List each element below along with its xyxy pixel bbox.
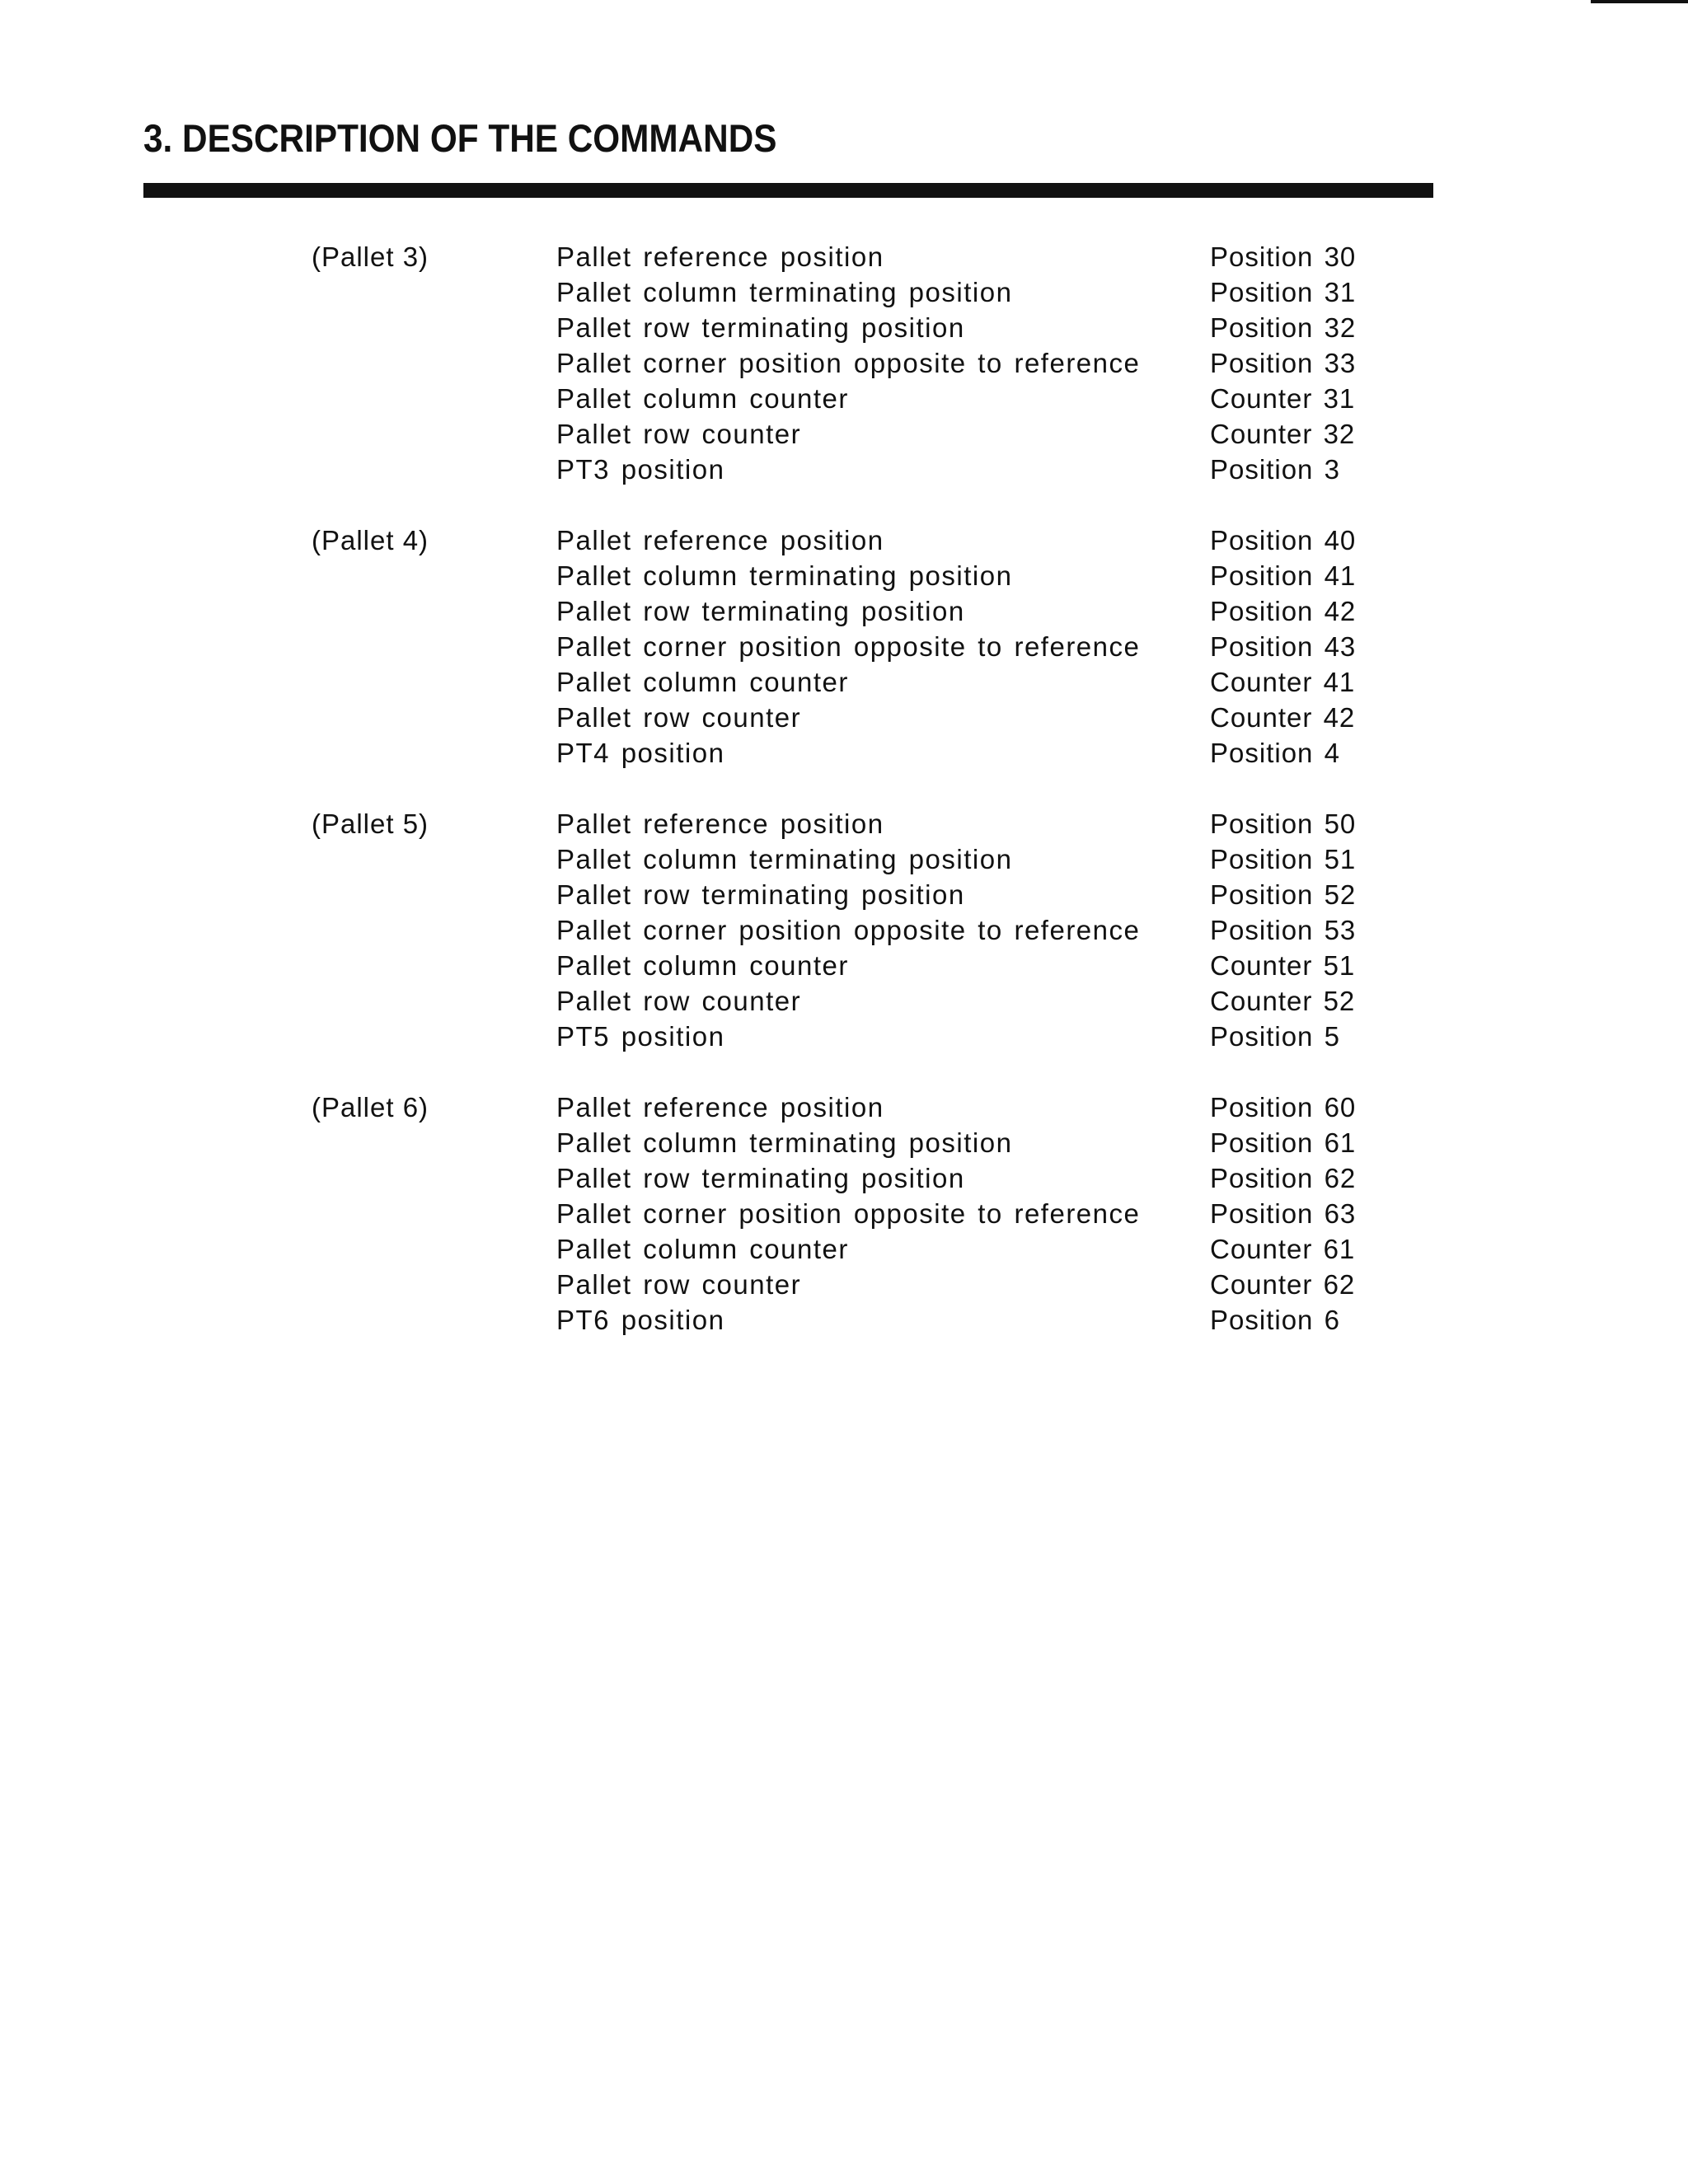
row-reference: Position 51 <box>1210 844 1357 874</box>
row-reference: Counter 41 <box>1210 667 1356 697</box>
corner-rule <box>1591 0 1688 3</box>
row-description: Pallet column terminating position <box>556 1127 1013 1158</box>
row-reference: Counter 42 <box>1210 702 1356 733</box>
row-description: Pallet column counter <box>556 667 849 697</box>
row-description: Pallet reference position <box>556 1092 884 1122</box>
definition-row <box>0 1302 1688 1338</box>
definition-row <box>0 948 1688 983</box>
row-reference: Counter 61 <box>1210 1234 1356 1264</box>
definition-row <box>0 345 1688 381</box>
pallet-group-4 <box>0 523 1688 806</box>
row-description: Pallet row counter <box>556 986 802 1016</box>
row-reference: Position 50 <box>1210 808 1357 839</box>
row-reference: Position 62 <box>1210 1163 1357 1193</box>
definition-row <box>0 1160 1688 1196</box>
definition-row <box>0 593 1688 629</box>
row-description: Pallet column counter <box>556 1234 849 1264</box>
pallet-group-3 <box>0 239 1688 523</box>
row-reference: Position 3 <box>1210 454 1340 485</box>
row-description: Pallet row counter <box>556 419 802 449</box>
row-description: PT4 position <box>556 738 725 768</box>
definition-row <box>0 416 1688 452</box>
page-title: 3. DESCRIPTION OF THE COMMANDS <box>143 116 777 160</box>
row-description: Pallet row terminating position <box>556 312 965 343</box>
row-description: Pallet row terminating position <box>556 596 965 626</box>
row-description: Pallet reference position <box>556 525 884 555</box>
definition-row <box>0 1125 1688 1160</box>
definition-row <box>0 983 1688 1019</box>
row-description: Pallet row counter <box>556 702 802 733</box>
row-reference: Position 53 <box>1210 915 1357 945</box>
row-reference: Position 31 <box>1210 277 1357 307</box>
pallet-group-6 <box>0 1090 1688 1373</box>
row-description: Pallet corner position opposite to reference <box>556 1198 1141 1229</box>
row-reference: Position 4 <box>1210 738 1340 768</box>
definition-row <box>0 558 1688 593</box>
definition-row <box>0 700 1688 735</box>
pallet-label: (Pallet 6) <box>312 1092 429 1122</box>
row-description: PT3 position <box>556 454 725 485</box>
definition-row <box>0 877 1688 912</box>
definition-row <box>0 735 1688 771</box>
row-reference: Counter 32 <box>1210 419 1356 449</box>
definition-row <box>0 1196 1688 1231</box>
row-reference: Position 43 <box>1210 631 1357 662</box>
definition-row <box>0 274 1688 310</box>
row-reference: Position 52 <box>1210 879 1357 910</box>
definition-row <box>0 523 1688 558</box>
row-description: Pallet column terminating position <box>556 844 1013 874</box>
row-reference: Position 63 <box>1210 1198 1357 1229</box>
row-description: Pallet corner position opposite to reference <box>556 915 1141 945</box>
pallet-label: (Pallet 4) <box>312 525 429 555</box>
row-description: PT5 position <box>556 1021 725 1052</box>
row-reference: Position 60 <box>1210 1092 1357 1122</box>
row-description: Pallet corner position opposite to reference <box>556 348 1141 378</box>
definition-row <box>0 841 1688 877</box>
row-reference: Position 40 <box>1210 525 1357 555</box>
row-description: Pallet column counter <box>556 950 849 981</box>
row-description: Pallet column terminating position <box>556 560 1013 591</box>
row-reference: Counter 52 <box>1210 986 1356 1016</box>
row-reference: Position 5 <box>1210 1021 1340 1052</box>
row-reference: Counter 51 <box>1210 950 1356 981</box>
pallet-group-5 <box>0 806 1688 1090</box>
definition-row <box>0 629 1688 664</box>
definition-row <box>0 1267 1688 1302</box>
row-description: Pallet column terminating position <box>556 277 1013 307</box>
row-reference: Position 32 <box>1210 312 1357 343</box>
row-reference: Position 30 <box>1210 241 1357 272</box>
definition-row <box>0 806 1688 841</box>
row-reference: Position 42 <box>1210 596 1357 626</box>
definition-row <box>0 1019 1688 1054</box>
definition-row <box>0 1090 1688 1125</box>
title-rule <box>143 183 1433 198</box>
definition-row <box>0 452 1688 487</box>
row-description: Pallet column counter <box>556 383 849 414</box>
page-header <box>143 114 1433 198</box>
definition-row <box>0 1231 1688 1267</box>
row-description: PT6 position <box>556 1305 725 1335</box>
definition-row <box>0 239 1688 274</box>
row-description: Pallet row terminating position <box>556 1163 965 1193</box>
definition-row <box>0 381 1688 416</box>
pallet-label: (Pallet 5) <box>312 808 429 839</box>
row-reference: Counter 62 <box>1210 1269 1356 1300</box>
pallet-label: (Pallet 3) <box>312 241 429 272</box>
definition-row <box>0 912 1688 948</box>
definition-row <box>0 664 1688 700</box>
row-reference: Position 6 <box>1210 1305 1340 1335</box>
row-description: Pallet reference position <box>556 241 884 272</box>
row-reference: Position 41 <box>1210 560 1357 591</box>
row-reference: Position 61 <box>1210 1127 1357 1158</box>
definition-row <box>0 310 1688 345</box>
row-description: Pallet corner position opposite to reference <box>556 631 1141 662</box>
row-description: Pallet row terminating position <box>556 879 965 910</box>
row-reference: Position 33 <box>1210 348 1357 378</box>
row-reference: Counter 31 <box>1210 383 1356 414</box>
pallet-definitions <box>0 239 1688 1373</box>
row-description: Pallet reference position <box>556 808 884 839</box>
row-description: Pallet row counter <box>556 1269 802 1300</box>
